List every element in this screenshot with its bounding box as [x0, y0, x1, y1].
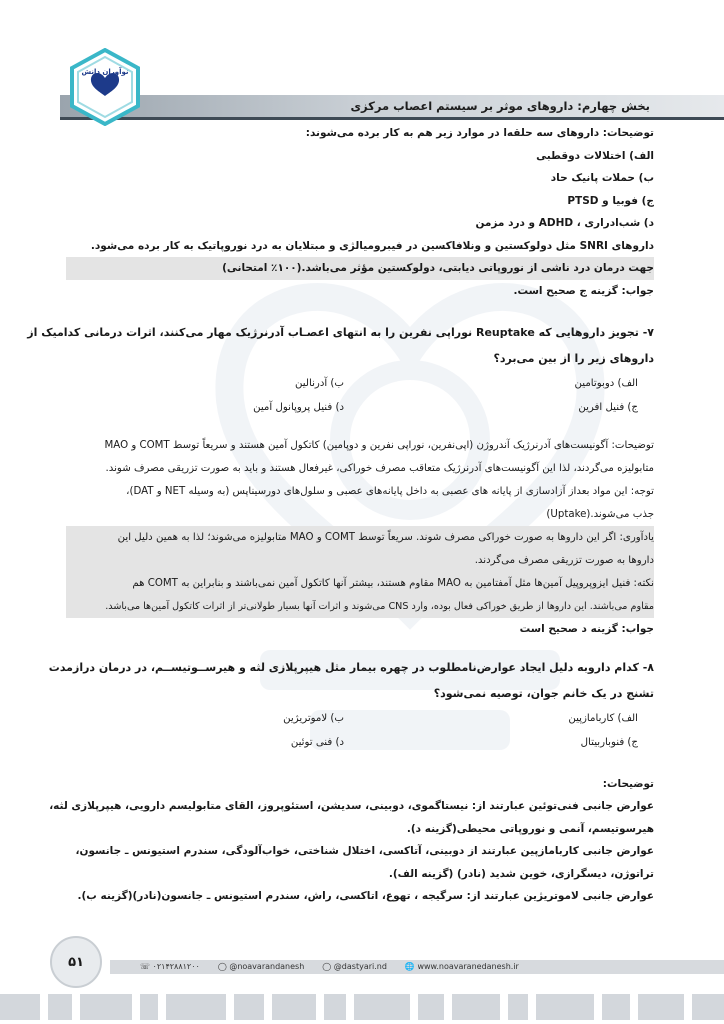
q8-option-c: ج) فنوباربیتال: [580, 736, 638, 748]
q7-option-c: ج) فنیل افرین: [578, 402, 638, 413]
q8-options-row: [66, 731, 654, 755]
q7-explanation: جذب می‌شوند.(Uptake): [546, 509, 654, 520]
q7-option-d: د) فنیل پروپانول آمین: [253, 402, 344, 413]
q7-stem: داروهای زیر را از بین می‌برد؟: [493, 352, 654, 365]
footer-website: 🌐 www.noavaranedanesh.ir: [404, 962, 519, 971]
publisher-logo: [66, 48, 144, 126]
logo-text: نوآوران دانش: [81, 68, 129, 76]
q7-highlight-box: [66, 526, 654, 618]
q8-explanation: عوارض جانبی کاربامازپین عبارتند از دوبینی، آتاکسی، اختلال شناختی، خواب‌آلودگی، سندرم استیونس ـ جانسون،: [75, 845, 654, 857]
q8-explanation: تراتوژن، دیسگرازی، خوین شدید (نادر) (گزینه الف).: [388, 867, 654, 880]
q8-explanation: عوارض جانبی فنی‌توئین عبارتند از: نیستاگموی، دوبینی، سدیشن، استئوپروز، القای متابولیسم دارویی، هیپرپلازی لثه،: [49, 800, 654, 812]
bottom-decorative-pattern: [0, 990, 724, 1024]
q7-options-row: [66, 396, 654, 420]
q8-option-d: د) فنی توئین: [290, 736, 344, 748]
page-content: [27, 122, 654, 908]
q7-options-row: [66, 372, 654, 396]
footer-phone: ☏ ۰۲۱۴۲۸۸۱۲۰۰: [140, 962, 200, 971]
q8-stem: تشنج در یک خانم جوان، توصیه نمی‌شود؟: [433, 686, 654, 700]
q7-option-b: ب) آدرنالین: [295, 378, 344, 389]
footer-telegram: ◯ @dastyari.nd: [322, 962, 387, 971]
q8-stem: ۸- کدام داروبه دلیل ایجاد عوارض‌نامطلوب در چهره بیمار مثل هیپرپلازی لثه و هیرســوتیســم، در درمان دراز‌مدت: [48, 660, 654, 674]
block1-line: توضیحات: داروهای سه حلقه‌ا در موارد زیر هم به کار برده می‌شوند:: [305, 127, 654, 139]
q7-explanation: متابولیزه می‌گردند، لذا این آگونیست‌های آدرنرژیک متعاقب مصرف خوراکی، غیرفعال هستند و باید به صورت تزریقی مصرف شوند.: [105, 463, 654, 474]
q7-explanation: توجه: این مواد بعداز آزادسازی از پایانه های عصبی به داخل پایانه‌های عصبی و سلول‌های دورسیناپس (به وسیله NET و DAT)،: [126, 486, 654, 497]
q8-explanation: عوارض جانبی لاموتریژین عبارتند از: سرگیجه ، تهوع، اتاکسی، راش، سندرم استیونس ـ جانسون(نادر)(گزینه ب).: [77, 890, 654, 902]
block1-answer: جواب: گزینه ج صحیح است.: [513, 284, 654, 297]
q7-explanation: توضیحات: آگونیست‌های آدرنرژیک آندروژن (اپی‌نفرین، نوراپی نفرین و دوپامین) کاتکول آمین هستند و سریعاً توسط COMT و MAO: [104, 440, 654, 451]
block1-line: داروهای SNRI مثل دولوکستین و ونلافاکسین در فیبرومیالژی و مبتلایان به درد نوروپاتیک به کار برده می‌شود.: [90, 239, 654, 252]
block1-line: ج) فوبیا و PTSD: [567, 194, 654, 207]
header-stripe: [60, 117, 724, 120]
footer-contacts: [140, 960, 519, 974]
q7-highlight-line: داروها به صورت تزریقی مصرف می‌گردند.: [474, 555, 654, 566]
q8-option-a: الف) کاربامازپین: [568, 712, 638, 724]
block1-line: د) شب‌ادراری ، ADHD و درد مزمن: [475, 217, 654, 229]
block1-highlight: جهت درمان درد ناشی از نوروپاتی دیابتی، دولوکستین مؤثر می‌باشد.(۱۰۰٪ امتحانی): [66, 257, 654, 280]
page-number: ۵۱: [50, 936, 102, 988]
block1-line: ب) حملات پانیک حاد: [550, 172, 654, 184]
q7-highlight-line: مقاوم می‌باشند. این داروها از طریق خوراکی فعال بوده، وارد CNS می‌شوند و اثرات آنها بسیار طولانی‌تر از اثرات کاتکول آمین‌ها می‌باشد.: [105, 601, 654, 612]
q7-option-a: الف) دوبوتامین: [574, 378, 638, 389]
q7-stem: ۷- تجویز داروهایی که Reuptake نوراپی نفرین را به انتهای اعصـاب آدرنرژیک مهار می‌کنند، اثرات درمانی کدامیک از: [27, 326, 654, 339]
q7-highlight-line: نکته: فنیل ایزوپروپیل آمین‌ها مثل آمفتامین به MAO مقاوم هستند، بیشتر آنها کاتکول آمین نمی‌باشند و بنابراین به COMT هم: [132, 578, 654, 589]
q7-highlight-line: یادآوری: اگر این داروها به صورت خوراکی مصرف شوند. سریعاً توسط COMT و MAO متابولیزه می‌شوند؛ لذا به همین دلیل این: [117, 532, 654, 543]
chapter-title: بخش چهارم: داروهای موثر بر سیستم اعصاب مرکزی: [350, 99, 650, 113]
q8-explanation: هیرسوتیسم، آنمی و نوروپاتی محیطی(گزینه د).: [406, 822, 654, 835]
block1-line: الف) اختلالات دوقطبی: [536, 149, 654, 162]
q8-option-b: ب) لاموتریژین: [283, 712, 344, 724]
footer-instagram: ◯ @noavarandanesh: [217, 962, 305, 971]
q8-options-row: [66, 707, 654, 731]
q8-explanation-title: توضیحات:: [602, 777, 654, 790]
q7-answer: جواب: گزینه د صحیح است: [519, 623, 654, 635]
